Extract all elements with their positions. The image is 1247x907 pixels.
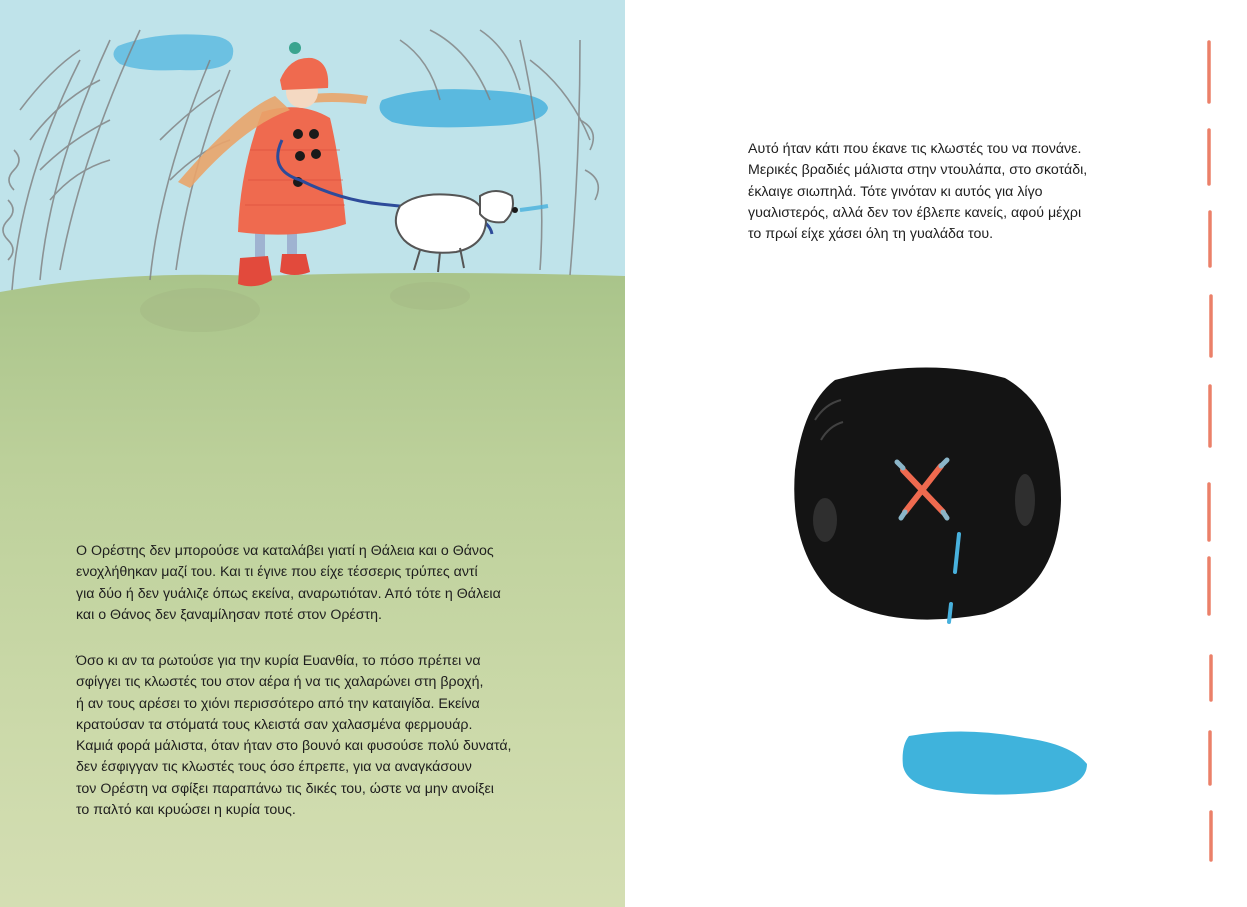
- right-illustration: [625, 0, 1247, 907]
- blue-puddle: [903, 731, 1087, 794]
- right-page: [625, 0, 1247, 907]
- red-stitch-marks: [1209, 42, 1211, 860]
- story-paragraph-2: Όσο κι αν τα ρωτούσε για την κυρία Ευανθία, το πόσο πρέπει να σφίγγει τις κλωστές του στον αέρα ή να τις χαλαρώνει στη βροχή, ή αν τους αρέσει το χιόνι περισσότερο από την καταιγίδα. Εκείνα κρατούσαν τα στόματά τους κλειστά σαν χαλασμένα φερμουάρ. Καμιά φορά μάλιστα, όταν ήταν στο βουνό και φυσούσε πολύ δυνατά, δεν έσφιγγαν τις κλωστές τους όσο έπρεπε, για να αναγκάσουν τον Ορέστη να σφίξει παραπάνω τις δικές του, ώστε να μην ανοίξει το παλτό και κρυώσει η κυρία τους.: [76, 653, 512, 819]
- story-paragraph-1: Ο Ορέστης δεν μπορούσε να καταλάβει γιατί η Θάλεια και ο Θάνος ενοχλήθηκαν μαζί του. Και τι έγινε που είχε τέσσερις τρύπες αντί για δύο ή δεν γυάλιζε όπως εκείνα, αναρωτιόταν. Από τότε η Θάλεια και ο Θάνος δεν ξαναμίλησαν ποτέ στον Ορέστη.: [76, 543, 501, 623]
- black-button-illustration: [794, 367, 1061, 622]
- story-paragraph-3: Αυτό ήταν κάτι που έκανε τις κλωστές του να πονάνε. Μερικές βραδιές μάλιστα στην ντουλάπα, στο σκοτάδι, έκλαιγε σιωπηλά. Τότε γινόταν κι αυτός για λίγο γυαλιστερός, αλλά δεν τον έβλεπε κανείς, αφού μέχρι το πρωί είχε χάσει όλη τη γυαλάδα του.: [748, 141, 1088, 243]
- cloud: [380, 89, 548, 127]
